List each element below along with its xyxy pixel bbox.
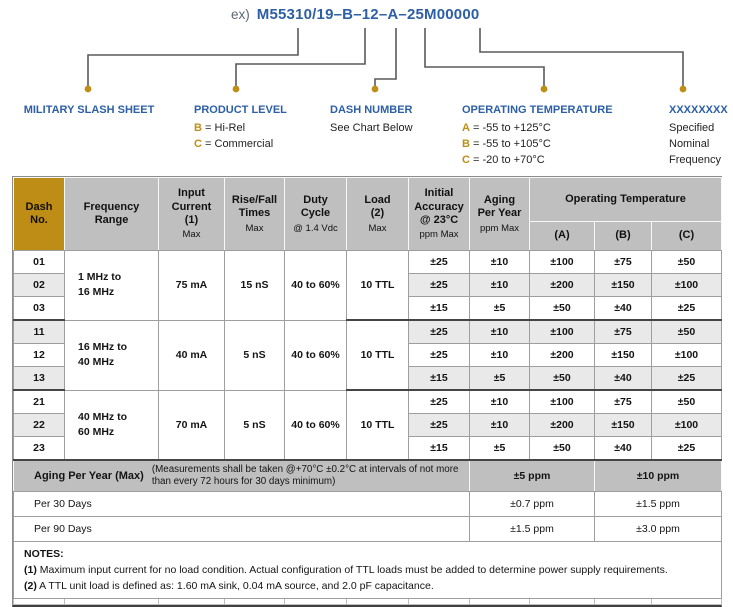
- per-30-value-2: ±1.5 ppm: [595, 492, 722, 517]
- connector-military: [88, 28, 298, 86]
- value-cell: ±50: [652, 251, 722, 274]
- value-cell: ±15: [409, 437, 470, 461]
- notes-row: [14, 542, 722, 599]
- value-cell: ±200: [530, 274, 595, 297]
- header-input-current: Input Current (1) Max: [159, 178, 225, 251]
- label-nominal-frequency: [669, 104, 728, 168]
- frequency-cell: 16 MHz to 40 MHz: [65, 320, 159, 390]
- rise-fall-cell: 5 nS: [225, 390, 285, 460]
- header-initial-accuracy: Initial Accuracy @ 23°C ppm Max: [409, 178, 470, 251]
- header-temp-c: (C): [652, 222, 722, 251]
- notes-cell: [14, 542, 722, 599]
- part-number: M55310/19–B–12–A–25M00000: [256, 6, 480, 23]
- note-1: (1) Maximum input current for no load condition. Actual configuration of TTL loads must be added to determine power supply requirements.: [24, 563, 668, 576]
- value-cell: ±150: [595, 344, 652, 367]
- dash-cell: 12: [14, 344, 65, 367]
- optemp-title: OPERATING TEMPERATURE: [462, 104, 613, 116]
- frequency-line-3: Frequency: [669, 154, 721, 166]
- header-temp-b: (B): [595, 222, 652, 251]
- per-90-value-1: ±1.5 ppm: [470, 517, 595, 542]
- dot-military: [85, 86, 92, 93]
- value-cell: ±75: [595, 320, 652, 344]
- label-military-slash-sheet: [16, 104, 162, 120]
- dash-cell: 23: [14, 437, 65, 461]
- input-current-cell: 70 mA: [159, 390, 225, 460]
- value-cell: ±10: [470, 251, 530, 274]
- load-cell: 10 TTL: [347, 390, 409, 460]
- value-cell: ±25: [409, 274, 470, 297]
- frequency-cell: 1 MHz to 16 MHz: [65, 251, 159, 321]
- value-cell: ±50: [652, 390, 722, 414]
- value-cell: ±150: [595, 414, 652, 437]
- value-cell: ±200: [530, 344, 595, 367]
- value-cell: ±100: [530, 251, 595, 274]
- dash-subtitle: See Chart Below: [330, 122, 413, 134]
- per-90-label: Per 90 Days: [14, 517, 470, 542]
- dot-optemp: [541, 86, 548, 93]
- dash-cell: 01: [14, 251, 65, 274]
- value-cell: ±50: [530, 297, 595, 321]
- military-title: MILITARY SLASH SHEET: [23, 104, 155, 116]
- value-cell: ±25: [652, 297, 722, 321]
- dash-cell: 13: [14, 367, 65, 391]
- value-cell: ±25: [409, 390, 470, 414]
- header-load: Load (2) Max: [347, 178, 409, 251]
- input-current-cell: 75 mA: [159, 251, 225, 321]
- dash-cell: 21: [14, 390, 65, 414]
- dash-cell: 11: [14, 320, 65, 344]
- label-product-level: [194, 104, 287, 152]
- value-cell: ±25: [409, 251, 470, 274]
- example-prefix: ex): [231, 7, 250, 22]
- input-current-cell: 40 mA: [159, 320, 225, 390]
- optemp-option-c: C = -20 to +70°C: [462, 154, 545, 166]
- value-cell: ±100: [652, 414, 722, 437]
- load-cell: 10 TTL: [347, 251, 409, 321]
- dash-cell: 02: [14, 274, 65, 297]
- value-cell: ±15: [409, 297, 470, 321]
- table-row-21: [14, 390, 722, 414]
- value-cell: ±25: [409, 414, 470, 437]
- note-2: (2) A TTL unit load is defined as: 1.60 mA sink, 0.04 mA source, and 2.0 pF capacitance.: [24, 579, 434, 592]
- value-cell: ±10: [470, 390, 530, 414]
- value-cell: ±5: [470, 437, 530, 461]
- aging-header-row: [14, 460, 722, 492]
- label-operating-temperature: [462, 104, 613, 168]
- label-dash-number: [330, 104, 413, 136]
- per-30-value-1: ±0.7 ppm: [470, 492, 595, 517]
- header-temp-a: (A): [530, 222, 595, 251]
- frequency-title: XXXXXXXX: [669, 104, 728, 116]
- value-cell: ±75: [595, 390, 652, 414]
- value-cell: ±100: [652, 274, 722, 297]
- product-option-b: B = Hi-Rel: [194, 122, 246, 134]
- dot-product: [233, 86, 240, 93]
- product-option-c: C = Commercial: [194, 138, 274, 150]
- frequency-line-1: Specified: [669, 122, 715, 134]
- header-aging-per-year: Aging Per Year ppm Max: [470, 178, 530, 251]
- value-cell: ±25: [409, 344, 470, 367]
- value-cell: ±10: [470, 320, 530, 344]
- connector-frequency: [480, 28, 683, 86]
- rise-fall-cell: 15 nS: [225, 251, 285, 321]
- dash-cell: 22: [14, 414, 65, 437]
- spec-table-frame: [12, 176, 722, 607]
- value-cell: ±100: [652, 344, 722, 367]
- aging-col2-cell: ±10 ppm: [595, 460, 722, 492]
- frequency-line-2: Nominal: [669, 138, 710, 150]
- duty-cycle-cell: 40 to 60%: [285, 251, 347, 321]
- per-30-days-row: [14, 492, 722, 517]
- part-number-connector-diagram: [0, 0, 733, 176]
- value-cell: ±10: [470, 414, 530, 437]
- bottom-strip-row: [14, 599, 722, 605]
- value-cell: ±100: [530, 320, 595, 344]
- value-cell: ±50: [530, 437, 595, 461]
- connector-product: [236, 28, 365, 86]
- value-cell: ±10: [470, 344, 530, 367]
- value-cell: ±25: [652, 437, 722, 461]
- spec-table: [13, 177, 722, 605]
- dash-cell: 03: [14, 297, 65, 321]
- value-cell: ±50: [652, 320, 722, 344]
- value-cell: ±5: [470, 297, 530, 321]
- optemp-option-a: A = -55 to +125°C: [462, 122, 551, 134]
- table-row-01: [14, 251, 722, 274]
- value-cell: ±50: [530, 367, 595, 391]
- value-cell: ±100: [530, 390, 595, 414]
- value-cell: ±40: [595, 297, 652, 321]
- value-cell: ±5: [470, 367, 530, 391]
- connector-dash: [375, 28, 396, 86]
- per-90-days-row: [14, 517, 722, 542]
- header-duty-cycle: Duty Cycle @ 1.4 Vdc: [285, 178, 347, 251]
- dot-dash: [372, 86, 379, 93]
- header-rise-fall-times: Rise/Fall Times Max: [225, 178, 285, 251]
- value-cell: ±25: [409, 320, 470, 344]
- frequency-cell: 40 MHz to 60 MHz: [65, 390, 159, 460]
- header-operating-temperature: Operating Temperature: [530, 178, 722, 222]
- notes-title: NOTES:: [24, 548, 64, 560]
- duty-cycle-cell: 40 to 60%: [285, 320, 347, 390]
- table-row-11: [14, 320, 722, 344]
- product-title: PRODUCT LEVEL: [194, 104, 287, 116]
- load-cell: 10 TTL: [347, 320, 409, 390]
- value-cell: ±200: [530, 414, 595, 437]
- rise-fall-cell: 5 nS: [225, 320, 285, 390]
- value-cell: ±40: [595, 367, 652, 391]
- dash-title: DASH NUMBER: [330, 104, 413, 116]
- per-90-value-2: ±3.0 ppm: [595, 517, 722, 542]
- value-cell: ±10: [470, 274, 530, 297]
- value-cell: ±15: [409, 367, 470, 391]
- header-frequency-range: Frequency Range: [65, 178, 159, 251]
- aging-note: (Measurements shall be taken @+70°C ±0.2°C at intervals of not more than every 72 hours for 30 days minimum): [151, 463, 459, 487]
- aging-label-cell: [14, 460, 470, 492]
- duty-cycle-cell: 40 to 60%: [285, 390, 347, 460]
- header-row-1: [14, 178, 722, 222]
- connector-optemp: [425, 28, 544, 86]
- value-cell: ±25: [652, 367, 722, 391]
- aging-col1-cell: ±5 ppm: [470, 460, 595, 492]
- aging-label: Aging Per Year (Max): [34, 470, 144, 482]
- value-cell: ±150: [595, 274, 652, 297]
- header-dash-no: Dash No.: [14, 178, 65, 251]
- value-cell: ±75: [595, 251, 652, 274]
- optemp-option-b: B = -55 to +105°C: [462, 138, 551, 150]
- dot-frequency: [680, 86, 687, 93]
- per-30-label: Per 30 Days: [14, 492, 470, 517]
- value-cell: ±40: [595, 437, 652, 461]
